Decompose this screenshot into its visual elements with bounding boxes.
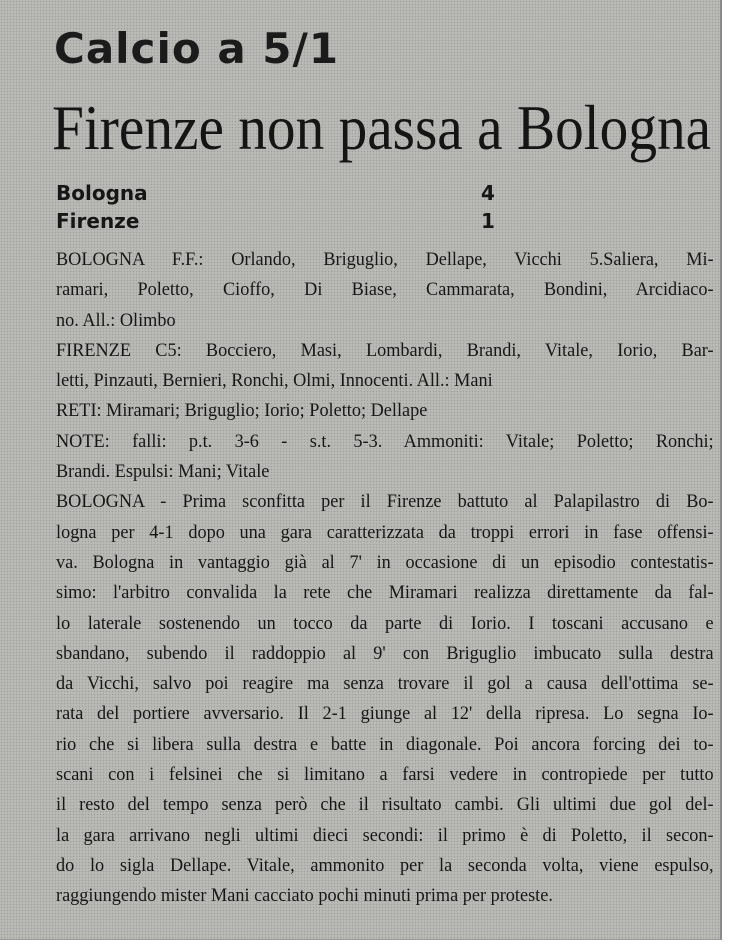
- article-line: NOTE: falli: p.t. 3-6 - s.t. 5-3. Ammoniti: Vitale; Poletto; Ronchi;: [56, 430, 714, 452]
- score-goals: 1: [481, 209, 495, 233]
- article-line: BOLOGNA F.F.: Orlando, Briguglio, Dellape, Vicchi 5.Saliera, Mi-: [56, 249, 714, 270]
- article-line: lo laterale sostenendo un tocco da parte di Iorio. I toscani accusano e: [56, 612, 714, 634]
- score-goals: 4: [481, 181, 495, 205]
- article-line: logna per 4-1 dopo una gara caratterizzata da troppi errori in fase offensi-: [56, 521, 714, 543]
- score-row-home: [56, 181, 516, 207]
- article-line: no. All.: Olimbo: [56, 309, 176, 331]
- article-line: raggiungendo mister Mani cacciato pochi minuti prima per proteste.: [56, 885, 553, 907]
- score-row-away: [56, 209, 516, 235]
- article-line: RETI: Miramari; Briguglio; Iorio; Poletto; Dellape: [56, 400, 428, 422]
- article-line: rio che si libera sulla destra e batte in diagonale. Poi ancora forcing dei to-: [56, 733, 714, 755]
- article-line: Brandi. Espulsi: Mani; Vitale: [56, 461, 270, 483]
- article-line: la gara arrivano negli ultimi dieci secondi: il primo è di Poletto, il secon-: [56, 824, 714, 846]
- article-line: simo: l'arbitro convalida la rete che Miramari realizza direttamente da fal-: [56, 582, 714, 604]
- article-line: letti, Pinzauti, Bernieri, Ronchi, Olmi, Innocenti. All.: Mani: [56, 370, 493, 392]
- article-line: da Vicchi, salvo poi reagire ma senza trovare il gol a causa dell'ottima se-: [56, 673, 714, 695]
- article-line: ramari, Poletto, Cioffo, Di Biase, Cammarata, Bondini, Arcidiaco-: [56, 279, 714, 301]
- score-team: Firenze: [56, 209, 140, 233]
- article-body: [56, 245, 716, 912]
- article-line: rata del portiere avversario. Il 2-1 giunge al 12' della ripresa. Lo segna Io-: [56, 703, 714, 725]
- article-line: va. Bologna in vantaggio già al 7' in occasione di un episodio contestatis-: [56, 551, 714, 573]
- article-line: BOLOGNA - Prima sconfitta per il Firenze battuto al Palapilastro di Bo-: [56, 491, 714, 513]
- score-team: Bologna: [56, 181, 148, 205]
- headline: Firenze non passa a Bologna: [52, 93, 712, 163]
- article-line: il resto del tempo senza però che il risultato cambi. Gli ultimi due gol del-: [56, 794, 714, 816]
- article-line: FIRENZE C5: Bocciero, Masi, Lombardi, Brandi, Vitale, Iorio, Bar-: [56, 339, 714, 361]
- section-kicker: Calcio a 5/1: [54, 24, 340, 73]
- article-line: do lo sigla Dellape. Vitale, ammonito per la seconda volta, viene espulso,: [56, 854, 714, 876]
- article-line: sbandano, subendo il raddoppio al 9' con Briguglio imbucato sulla destra: [56, 642, 714, 664]
- article-line: scani con i felsinei che si limitano a farsi vedere in contropiede per tutto: [56, 764, 714, 786]
